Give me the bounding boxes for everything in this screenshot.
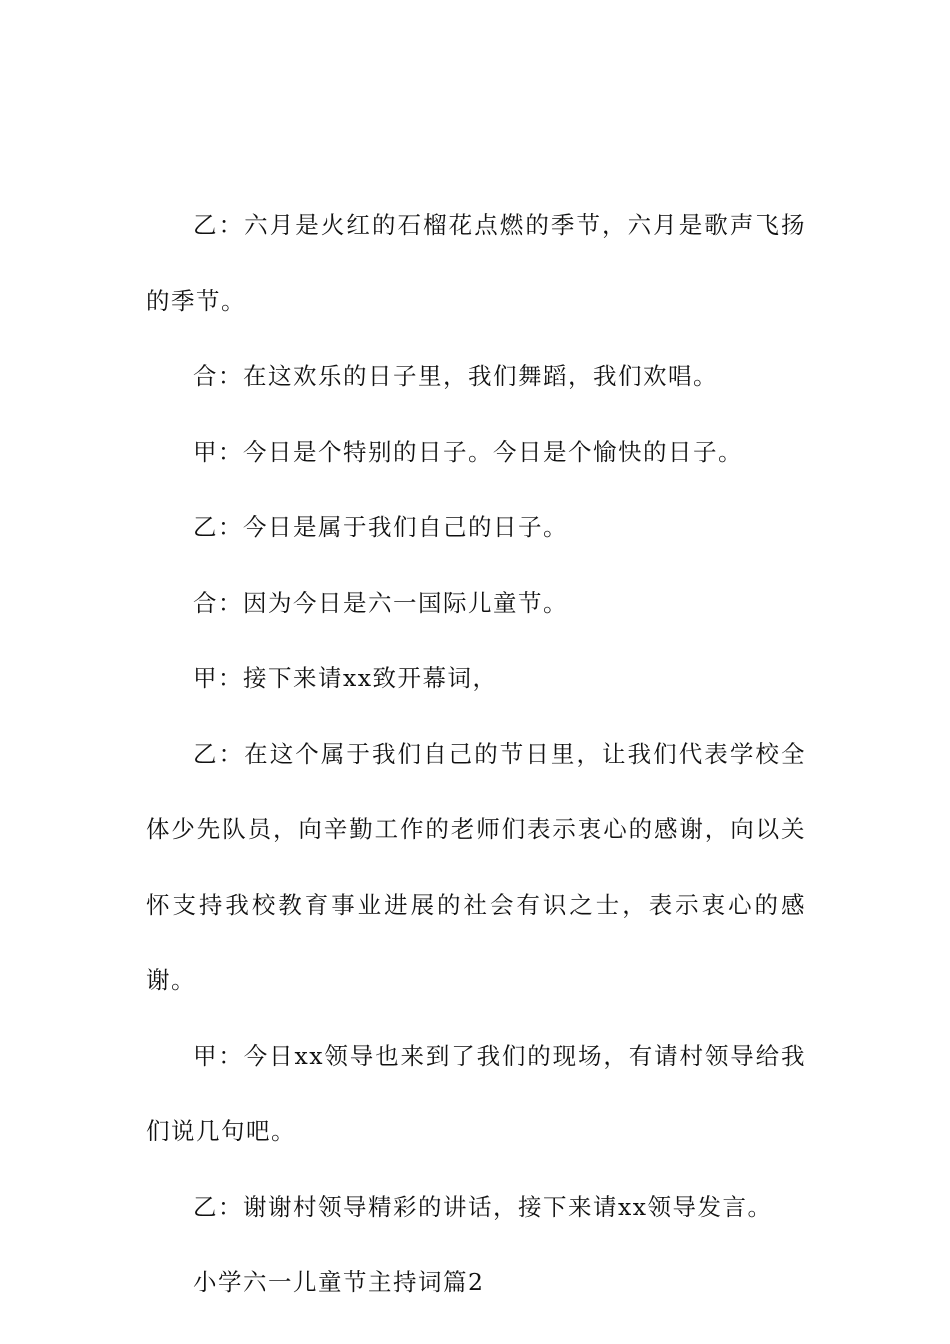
paragraph-7: 乙：在这个属于我们自己的节日里，让我们代表学校全体少先队员，向辛勤工作的老师们表示衷心的感谢，向以关怀支持我校教育事业进展的社会有识之士，表示衷心的感谢。 (146, 739, 806, 994)
paragraph-6: 甲：接下来请xx致开幕词， (193, 664, 498, 692)
paragraph-5: 合：因为今日是六一国际儿童节。 (193, 588, 568, 617)
paragraph-2: 合：在这欢乐的日子里，我们舞蹈，我们欢唱。 (193, 362, 718, 390)
paragraph-8: 甲：今日xx领导也来到了我们的现场，有请村领导给我们说几句吧。 (146, 1041, 806, 1145)
document-body (146, 188, 806, 1321)
paragraph-1: 乙：六月是火红的石榴花点燃的季节，六月是歌声飞扬的季节。 (146, 211, 806, 315)
paragraph-9: 乙：谢谢村领导精彩的讲话，接下来请xx领导发言。 (193, 1192, 773, 1221)
section-heading: 小学六一儿童节主持词篇2 (193, 1268, 485, 1296)
paragraph-3: 甲：今日是个特别的日子。今日是个愉快的日子。 (193, 437, 743, 466)
paragraph-4: 乙：今日是属于我们自己的日子。 (193, 513, 568, 541)
